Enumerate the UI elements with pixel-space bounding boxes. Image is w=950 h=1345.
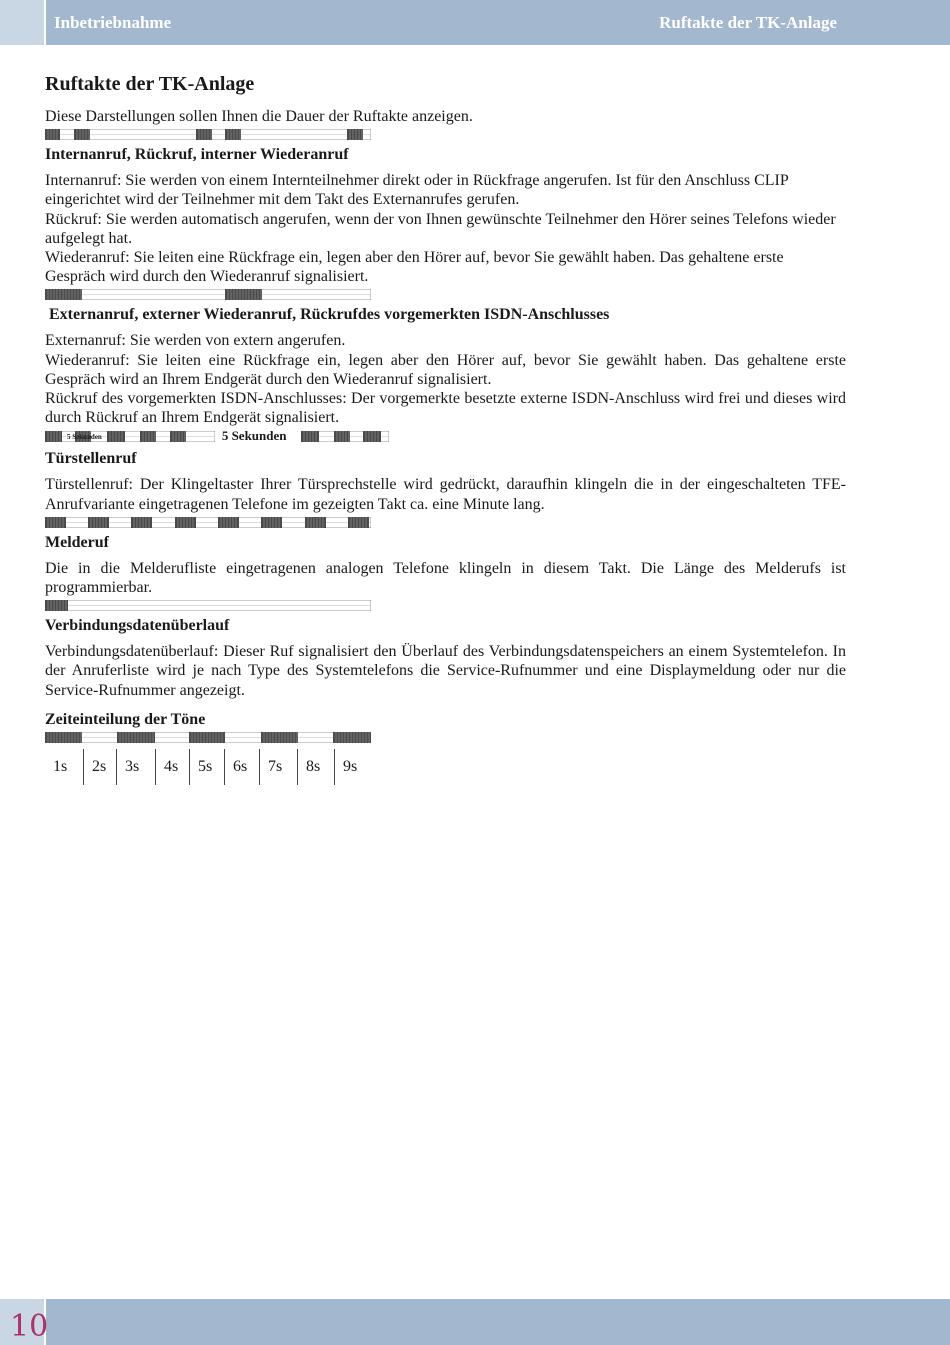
timing-tick: 9s (343, 757, 358, 775)
ring-pattern-external (45, 429, 846, 443)
timing-tick: 6s (225, 749, 260, 785)
timing-tick: 3s (117, 749, 156, 785)
section-title: Ruftakte der TK-Anlage (659, 13, 837, 32)
page-number: 10 (10, 1309, 49, 1344)
section-heading-external: Externanruf, externer Wiederanruf, Rückrufdes vorgemerkten ISDN-Anschlusses (49, 306, 610, 324)
ring-pattern-alarm (45, 600, 846, 611)
timing-tick: 1s (45, 749, 84, 785)
ring-pattern-intro (45, 129, 846, 140)
page-content (45, 72, 846, 785)
page-title: Ruftakte der TK-Anlage (45, 73, 255, 95)
section-text: Wiederanruf: Sie leiten eine Rückfrage ein, legen aber den Hörer auf, bevor Sie gewählt haben. Das gehaltene erste Gespräch wird an Ihrem Endgerät durch den Wiederanruf signalisiert. (45, 351, 846, 388)
section-text: Türstellenruf: Der Klingeltaster Ihrer Türsprechstelle wird gedrückt, daraufhin klingeln die in der eingeschalteten TFE-Anrufvariante eingetragenen Telefone im gezeigten Takt ca. eine Minute lang. (45, 476, 846, 513)
chapter-title: Inbetriebnahme (54, 13, 172, 32)
timing-tick: 7s (260, 749, 298, 785)
timing-tick: 4s (156, 749, 190, 785)
section-heading-internal: Internanruf, Rückruf, interner Wiederanruf (45, 146, 349, 164)
page-header (0, 0, 950, 45)
section-heading-alarm: Melderuf (45, 533, 109, 551)
timing-scale (45, 749, 846, 785)
ring-pattern-external-part2 (301, 431, 389, 442)
ring-pattern-timing (45, 732, 846, 743)
ring-pattern-door (45, 517, 846, 528)
pause-label-small: 5 Sekunden (67, 433, 102, 442)
pause-label: 5 Sekunden (221, 428, 287, 444)
section-text: Die in die Melderufliste eingetragenen analogen Telefone klingeln in diesem Takt. Die Länge des Melderufs ist programmierbar. (45, 559, 846, 597)
section-text: Internanruf: Sie werden von einem Internteilnehmer direkt oder in Rückfrage angerufen. Ist für den Anschluss CLIP eingerichtet wird der Teilnehmer mit dem Takt des Externanrufes gerufen. (45, 172, 789, 209)
section-text: Verbindungsdatenüberlauf: Dieser Ruf signalisiert den Überlauf des Verbindungsdatenspeichers an einem Systemtelefon. In der Anruferliste wird je nach Type des Systemtelefons die Service-Rufnummer und eine Displaymeldung oder nur die Service-Rufnummer angezeigt. (45, 643, 846, 699)
timing-tick: 8s (298, 749, 335, 785)
section-heading-overflow: Verbindungsdatenüberlauf (45, 617, 230, 635)
intro-text: Diese Darstellungen sollen Ihnen die Dauer der Ruftakte anzeigen. (45, 108, 473, 125)
page-footer (0, 1299, 950, 1345)
header-tab (0, 0, 46, 45)
section-heading-door: Türstellenruf (45, 450, 137, 468)
ring-pattern-internal (45, 289, 846, 300)
section-text: Externanruf: Sie werden von extern angerufen. (45, 332, 346, 350)
section-text: Wiederanruf: Sie leiten eine Rückfrage ein, legen aber den Hörer auf, bevor Sie gewählt haben. Das gehaltene erste Gespräch wird durch den Wiederanruf signalisiert. (45, 249, 784, 286)
timing-heading: Zeiteinteilung der Töne (45, 710, 206, 728)
section-text: Rückruf des vorgemerkten ISDN-Anschlusses: Der vorgemerkte besetzte externe ISDN-Anschluss wird frei und dieses wird durch Rückruf an Ihrem Endgerät signalisiert. (45, 390, 846, 427)
section-text: Rückruf: Sie werden automatisch angerufen, wenn der von Ihnen gewünschte Teilnehmer den Hörer seines Telefons wieder aufgelegt hat. (45, 210, 836, 247)
timing-tick: 5s (190, 749, 225, 785)
timing-tick: 2s (84, 749, 117, 785)
